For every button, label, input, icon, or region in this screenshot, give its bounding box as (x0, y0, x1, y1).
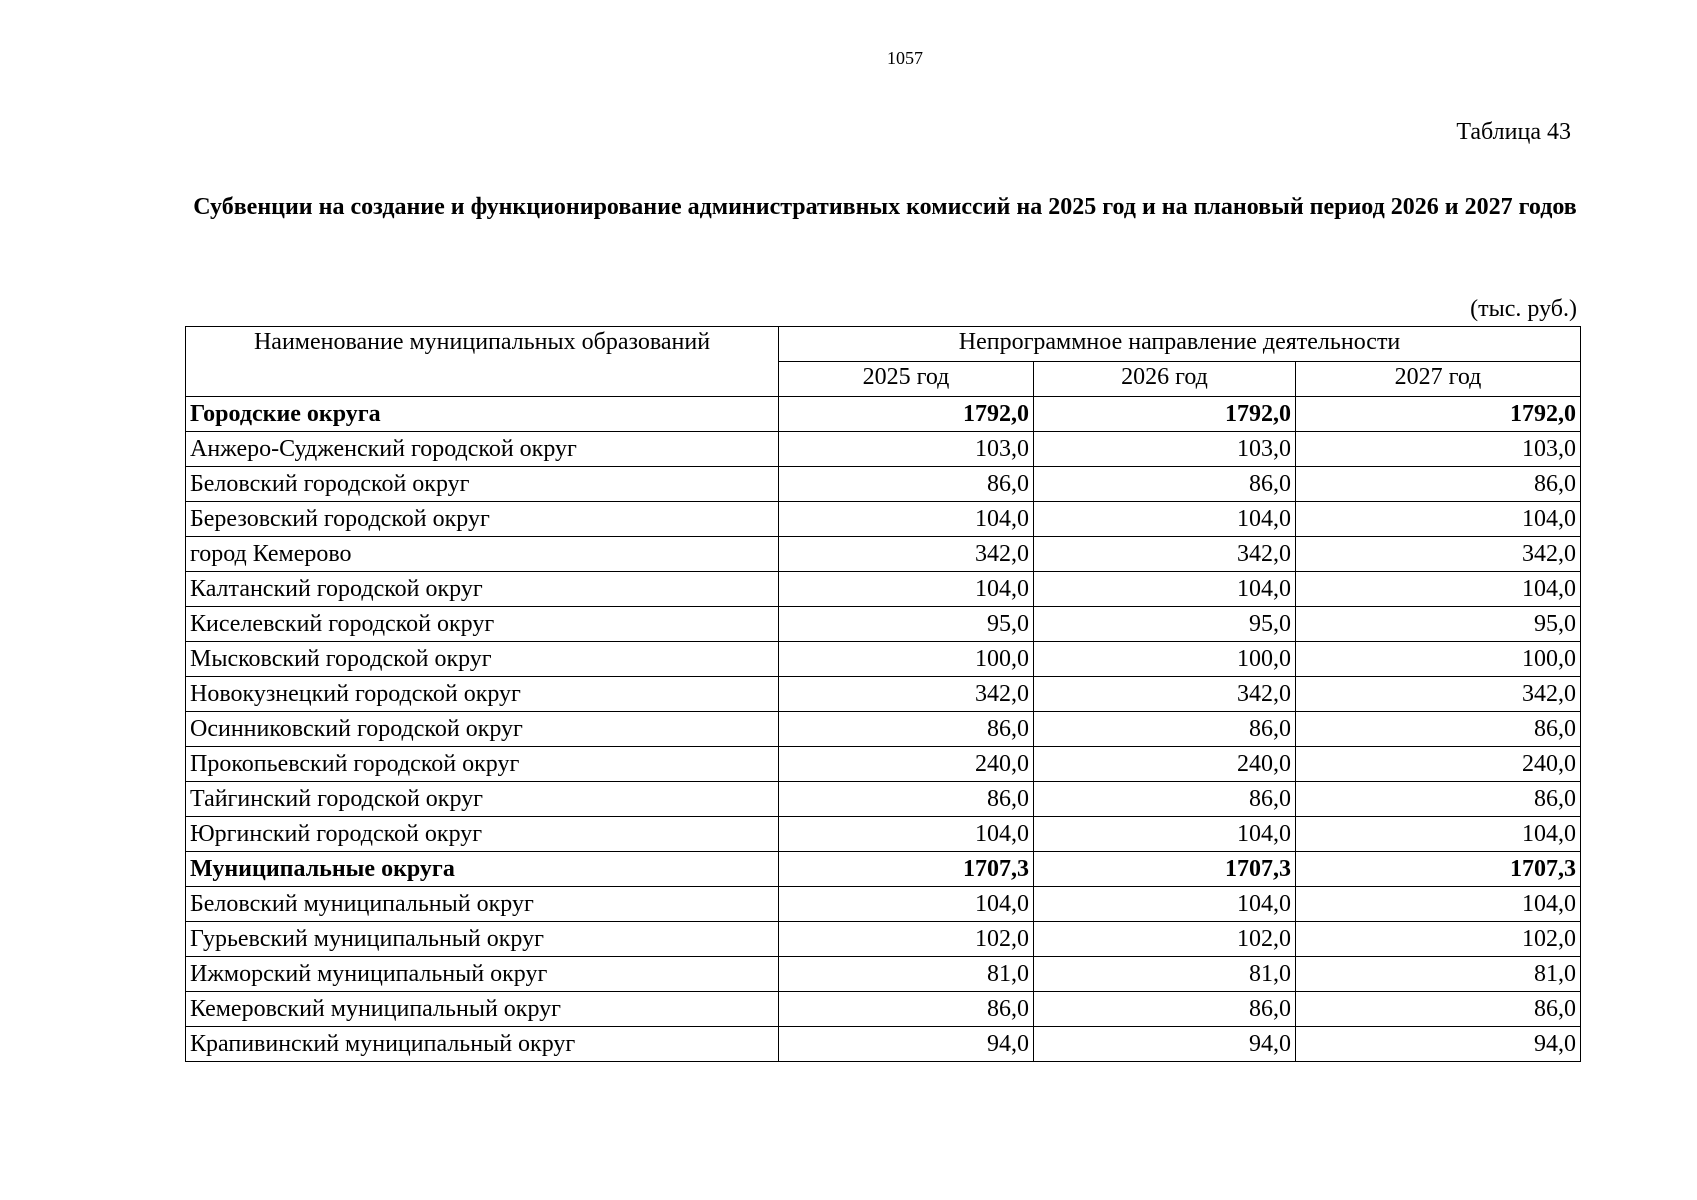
municipality-name-cell: Гурьевский муниципальный округ (186, 922, 779, 957)
table-row (186, 957, 1581, 992)
municipality-name-cell: Кемеровский муниципальный округ (186, 992, 779, 1027)
value-cell-2027: 342,0 (1296, 537, 1581, 572)
value-cell-2026: 104,0 (1034, 572, 1296, 607)
value-cell-2026: 103,0 (1034, 432, 1296, 467)
column-header-2026: 2026 год (1034, 362, 1296, 397)
value-cell-2026: 104,0 (1034, 502, 1296, 537)
table-row (186, 432, 1581, 467)
value-cell-2026: 104,0 (1034, 887, 1296, 922)
value-cell-2027: 104,0 (1296, 817, 1581, 852)
column-header-group: Непрограммное направление деятельности (779, 327, 1581, 362)
value-cell-2027: 1792,0 (1296, 397, 1581, 432)
value-cell-2026: 102,0 (1034, 922, 1296, 957)
value-cell-2025: 100,0 (779, 642, 1034, 677)
value-cell-2025: 81,0 (779, 957, 1034, 992)
value-cell-2025: 104,0 (779, 887, 1034, 922)
value-cell-2025: 104,0 (779, 502, 1034, 537)
municipality-name-cell: Ижморский муниципальный округ (186, 957, 779, 992)
value-cell-2027: 240,0 (1296, 747, 1581, 782)
value-cell-2025: 95,0 (779, 607, 1034, 642)
municipality-name-cell: город Кемерово (186, 537, 779, 572)
value-cell-2025: 1792,0 (779, 397, 1034, 432)
page-number: 1057 (887, 48, 923, 68)
value-cell-2025: 104,0 (779, 817, 1034, 852)
value-cell-2026: 86,0 (1034, 782, 1296, 817)
table-row (186, 502, 1581, 537)
value-cell-2026: 86,0 (1034, 712, 1296, 747)
table-header-row (186, 327, 1581, 362)
value-cell-2025: 86,0 (779, 992, 1034, 1027)
table-row (186, 922, 1581, 957)
municipality-name-cell: Осинниковский городской округ (186, 712, 779, 747)
value-cell-2027: 103,0 (1296, 432, 1581, 467)
subventions-table (185, 326, 1581, 1062)
table-row (186, 467, 1581, 502)
table-row (186, 1027, 1581, 1062)
table-row (186, 782, 1581, 817)
value-cell-2027: 86,0 (1296, 782, 1581, 817)
municipality-name-cell: Анжеро-Судженский городской округ (186, 432, 779, 467)
municipality-name-cell: Крапивинский муниципальный округ (186, 1027, 779, 1062)
value-cell-2026: 95,0 (1034, 607, 1296, 642)
value-cell-2026: 240,0 (1034, 747, 1296, 782)
value-cell-2026: 94,0 (1034, 1027, 1296, 1062)
municipality-name-cell: Городские округа (186, 397, 779, 432)
table-label: Таблица 43 (1456, 119, 1571, 145)
value-cell-2025: 342,0 (779, 677, 1034, 712)
municipality-name-cell: Березовский городской округ (186, 502, 779, 537)
municipality-name-cell: Калтанский городской округ (186, 572, 779, 607)
municipality-name-cell: Новокузнецкий городской округ (186, 677, 779, 712)
municipality-name-cell: Прокопьевский городской округ (186, 747, 779, 782)
table-row (186, 712, 1581, 747)
value-cell-2026: 81,0 (1034, 957, 1296, 992)
value-cell-2027: 81,0 (1296, 957, 1581, 992)
table-row (186, 887, 1581, 922)
value-cell-2027: 102,0 (1296, 922, 1581, 957)
value-cell-2025: 86,0 (779, 782, 1034, 817)
municipality-name-cell: Мысковский городской округ (186, 642, 779, 677)
value-cell-2026: 1792,0 (1034, 397, 1296, 432)
value-cell-2027: 1707,3 (1296, 852, 1581, 887)
table-row (186, 642, 1581, 677)
value-cell-2027: 104,0 (1296, 887, 1581, 922)
value-cell-2026: 100,0 (1034, 642, 1296, 677)
municipality-name-cell: Беловский муниципальный округ (186, 887, 779, 922)
value-cell-2026: 342,0 (1034, 537, 1296, 572)
municipality-name-cell: Тайгинский городской округ (186, 782, 779, 817)
municipality-name-cell: Киселевский городской округ (186, 607, 779, 642)
value-cell-2025: 86,0 (779, 712, 1034, 747)
value-cell-2025: 103,0 (779, 432, 1034, 467)
value-cell-2025: 1707,3 (779, 852, 1034, 887)
table-row (186, 817, 1581, 852)
document-title: Субвенции на создание и функционирование административных комиссий на 2025 год и на плановый период 2026 и 2027 годов (193, 194, 1577, 220)
column-header-2025: 2025 год (779, 362, 1034, 397)
column-header-name: Наименование муниципальных образований (186, 327, 779, 397)
value-cell-2027: 100,0 (1296, 642, 1581, 677)
table-row (186, 607, 1581, 642)
municipality-name-cell: Беловский городской округ (186, 467, 779, 502)
municipality-name-cell: Юргинский городской округ (186, 817, 779, 852)
value-cell-2027: 94,0 (1296, 1027, 1581, 1062)
table-row (186, 572, 1581, 607)
value-cell-2026: 86,0 (1034, 992, 1296, 1027)
value-cell-2026: 104,0 (1034, 817, 1296, 852)
value-cell-2025: 240,0 (779, 747, 1034, 782)
table-row (186, 992, 1581, 1027)
units-label: (тыс. руб.) (1470, 296, 1577, 322)
value-cell-2027: 86,0 (1296, 712, 1581, 747)
value-cell-2027: 104,0 (1296, 502, 1581, 537)
value-cell-2025: 94,0 (779, 1027, 1034, 1062)
value-cell-2025: 342,0 (779, 537, 1034, 572)
value-cell-2025: 86,0 (779, 467, 1034, 502)
table-row (186, 537, 1581, 572)
table-row (186, 747, 1581, 782)
value-cell-2027: 342,0 (1296, 677, 1581, 712)
column-header-2027: 2027 год (1296, 362, 1581, 397)
value-cell-2026: 342,0 (1034, 677, 1296, 712)
table-row (186, 677, 1581, 712)
municipality-name-cell: Муниципальные округа (186, 852, 779, 887)
table-group-row (186, 852, 1581, 887)
value-cell-2025: 104,0 (779, 572, 1034, 607)
value-cell-2027: 86,0 (1296, 467, 1581, 502)
value-cell-2027: 95,0 (1296, 607, 1581, 642)
table-body (186, 397, 1581, 1062)
value-cell-2026: 86,0 (1034, 467, 1296, 502)
value-cell-2027: 104,0 (1296, 572, 1581, 607)
value-cell-2025: 102,0 (779, 922, 1034, 957)
value-cell-2027: 86,0 (1296, 992, 1581, 1027)
table-group-row (186, 397, 1581, 432)
value-cell-2026: 1707,3 (1034, 852, 1296, 887)
